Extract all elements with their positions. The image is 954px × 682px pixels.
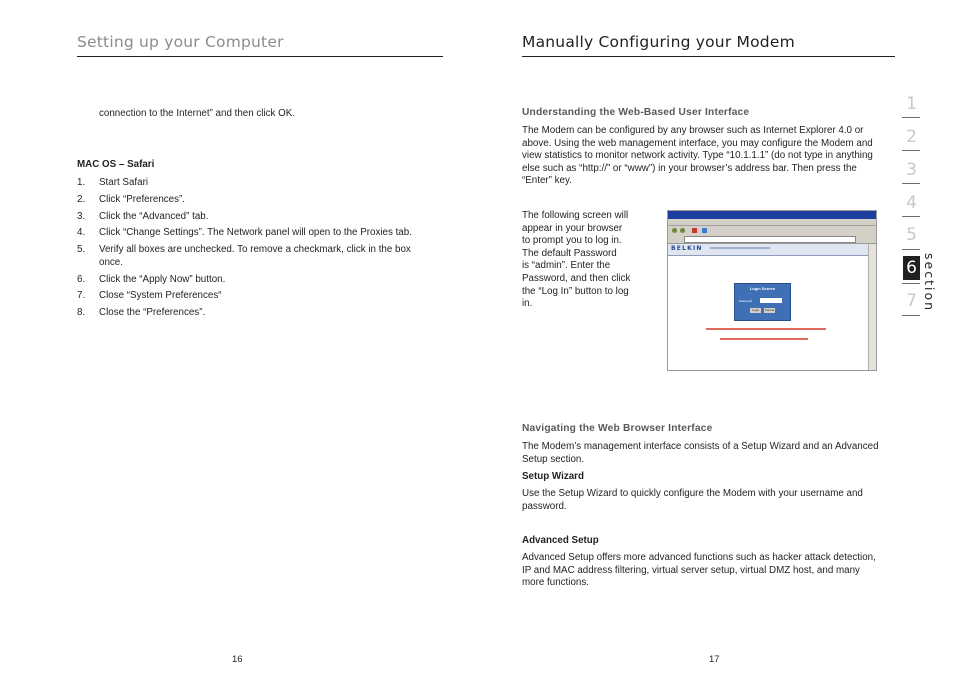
browser-toolbar — [668, 226, 876, 235]
step-number: 7. — [77, 290, 86, 302]
forward-icon — [680, 228, 685, 233]
step-number: 2. — [77, 193, 86, 205]
step-number: 3. — [77, 210, 86, 222]
left-page-header: Setting up your Computer — [77, 33, 284, 51]
login-line: Password, and then click — [522, 272, 631, 284]
step-number: 6. — [77, 273, 86, 285]
section-nav-divider — [902, 216, 920, 217]
list-item — [77, 290, 425, 303]
section-nav-divider — [902, 117, 920, 118]
login-screen-screenshot — [667, 210, 877, 371]
step-number: 8. — [77, 307, 86, 319]
section-nav-2: 2 — [906, 127, 917, 147]
section-nav-divider — [902, 183, 920, 184]
step-number: 5. — [77, 244, 86, 256]
list-item — [77, 194, 425, 207]
list-item — [77, 211, 425, 224]
page-header-rule — [668, 255, 868, 256]
section-nav-divider — [902, 249, 920, 250]
step-text: Click “Change Settings”. The Network panel will open to the Proxies tab. — [99, 227, 412, 239]
section-nav-5: 5 — [906, 225, 917, 245]
login-panel — [734, 283, 791, 321]
section-label: section — [922, 253, 937, 313]
step-text: Verify all boxes are unchecked. To remove a checkmark, click in the box once. — [99, 244, 411, 268]
step-text: Click the “Apply Now” button. — [99, 273, 226, 285]
password-hint-line — [706, 328, 826, 330]
mac-os-heading: MAC OS – Safari — [77, 159, 155, 170]
right-header-rule — [522, 56, 895, 57]
step-text: Close the “Preferences”. — [99, 307, 206, 319]
list-item — [77, 244, 425, 269]
cancel-button[interactable]: Cancel — [764, 308, 775, 312]
understanding-text: The Modem can be configured by any browser such as Internet Explorer 4.0 or above. Using the web management interface, you may configure the Modem and view statistics to monitor network activity. Type “10.1.1.1” (do not type in anything else such as “http://” or “www”) in your browser’s address bar. Then press the “Enter” key. — [522, 125, 873, 187]
step-text: Start Safari — [99, 177, 149, 188]
login-line: is “admin”. Enter the — [522, 260, 611, 272]
list-item — [77, 177, 425, 190]
browser-menu-bar — [668, 219, 876, 226]
login-line: The default Password — [522, 247, 617, 259]
advanced-setup-text: Advanced Setup offers more advanced functions such as hacker attack detection, IP and MAC address filtering, virtual server setup, virtual DMZ host, and many more functions. — [522, 552, 876, 589]
list-item — [77, 227, 425, 240]
belkin-logo: BELKIN — [671, 245, 703, 252]
setup-wizard-heading: Setup Wizard — [522, 471, 584, 482]
browser-content — [668, 244, 868, 370]
mac-steps-list — [77, 177, 425, 324]
step-number: 1. — [77, 177, 86, 188]
version-info-line — [720, 338, 808, 340]
page-header-caption — [710, 247, 770, 249]
login-button[interactable]: Login — [751, 308, 760, 312]
section-nav-6-active: 6 — [903, 256, 920, 280]
left-header-rule — [77, 56, 443, 57]
section-nav-4: 4 — [906, 193, 917, 213]
login-line: The following screen will — [522, 210, 629, 221]
login-line: appear in your browser — [522, 222, 623, 234]
section-nav-3: 3 — [906, 160, 917, 180]
list-item — [77, 274, 425, 287]
browser-address-row — [668, 235, 876, 244]
scrollbar[interactable] — [868, 244, 877, 370]
step-text: Click “Preferences”. — [99, 193, 186, 205]
section-nav-7: 7 — [906, 291, 917, 311]
section-nav-divider — [902, 315, 920, 316]
back-icon — [672, 228, 677, 233]
left-intro-text: connection to the Internet” and then click OK. — [99, 108, 296, 119]
section-nav-divider — [902, 283, 920, 284]
password-field[interactable] — [760, 298, 782, 303]
setup-wizard-text: Use the Setup Wizard to quickly configure the Modem with your username and password. — [522, 488, 863, 512]
login-instructions — [522, 210, 662, 311]
right-page-number: 17 — [709, 654, 720, 665]
step-text: Close “System Preferences“ — [99, 290, 222, 302]
refresh-icon — [702, 228, 707, 233]
login-line: to prompt you to log in. — [522, 235, 622, 247]
browser-title-bar — [668, 211, 876, 219]
login-line: the “Log In” button to log — [522, 285, 629, 297]
advanced-setup-heading: Advanced Setup — [522, 535, 599, 546]
understanding-heading: Understanding the Web-Based User Interface — [522, 107, 750, 118]
password-label: Password — [739, 299, 753, 303]
right-page-header: Manually Configuring your Modem — [522, 33, 795, 51]
login-line: in. — [522, 298, 533, 310]
section-nav-1: 1 — [906, 94, 917, 114]
step-number: 4. — [77, 227, 86, 239]
section-nav-divider — [902, 150, 920, 151]
stop-icon — [692, 228, 697, 233]
login-panel-title: Login Screen — [749, 286, 776, 291]
navigating-heading: Navigating the Web Browser Interface — [522, 423, 713, 434]
step-text: Click the “Advanced” tab. — [99, 210, 209, 222]
address-bar — [684, 236, 856, 243]
left-page-number: 16 — [232, 654, 243, 665]
navigating-text: The Modem’s management interface consists of a Setup Wizard and an Advanced Setup section. — [522, 441, 879, 465]
list-item — [77, 307, 425, 320]
